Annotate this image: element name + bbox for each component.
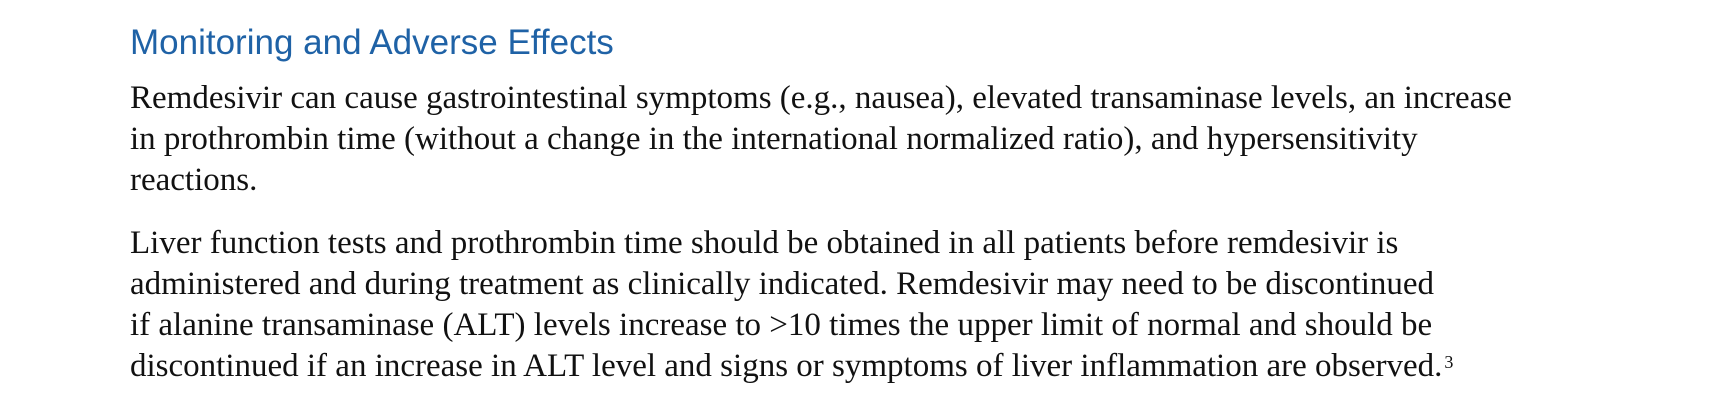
paragraph-adverse-effects [130, 78, 1610, 201]
paragraph-line: administered and during treatment as clinically indicated. Remdesivir may need to be discontinued [130, 266, 1435, 302]
footnote-reference[interactable]: 3 [1444, 352, 1454, 372]
document-section [130, 22, 1610, 387]
paragraph-line: Remdesivir can cause gastrointestinal symptoms (e.g., nausea), elevated transaminase levels, an increase [130, 80, 1512, 116]
paragraph-line: in prothrombin time (without a change in the international normalized ratio), and hypersensitivity [130, 121, 1418, 157]
paragraph-line-text: discontinued if an increase in ALT level and signs or symptoms of liver inflammation are observed. [130, 348, 1443, 384]
section-heading: Monitoring and Adverse Effects [130, 23, 614, 62]
paragraph-line-last [130, 346, 1610, 387]
paragraph-line: if alanine transaminase (ALT) levels increase to >10 times the upper limit of normal and should be [130, 307, 1433, 343]
paragraph-line: Liver function tests and prothrombin time should be obtained in all patients before remdesivir is [130, 225, 1399, 261]
paragraph-line: reactions. [130, 162, 258, 198]
paragraph-monitoring [130, 223, 1610, 387]
